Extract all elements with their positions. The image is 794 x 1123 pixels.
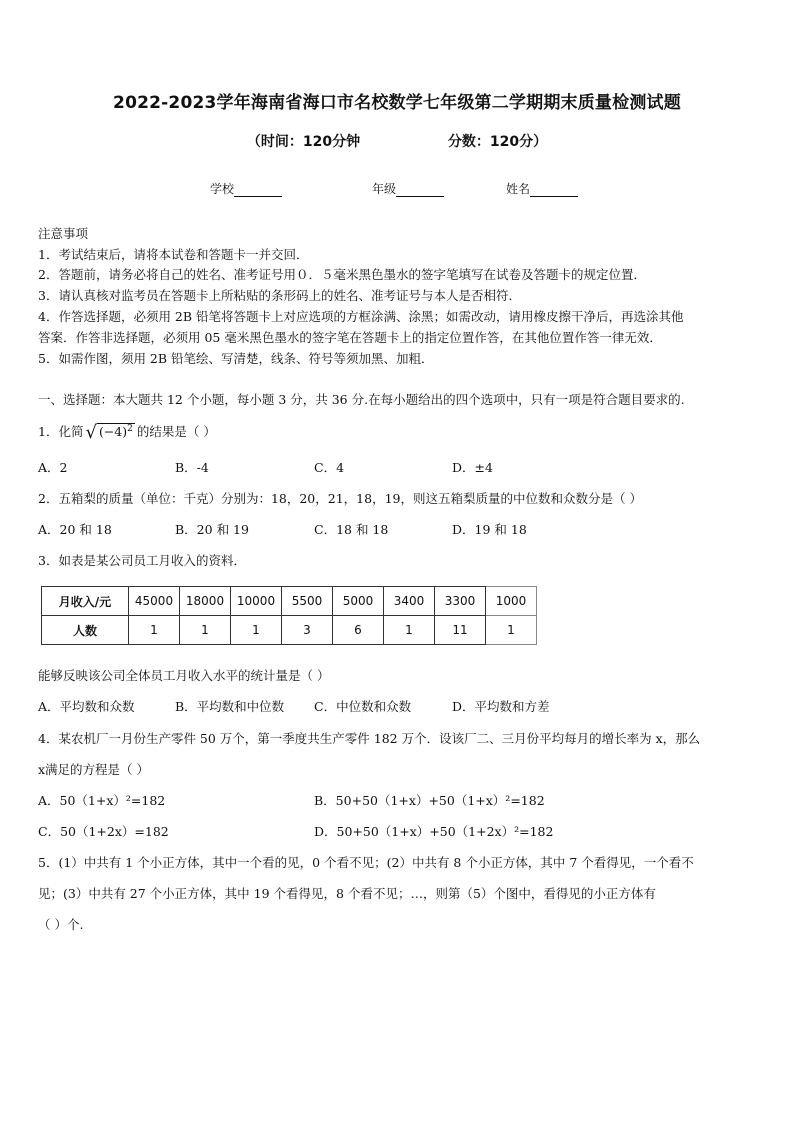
grade-field bbox=[372, 180, 444, 197]
q1-prefix: 1．化简 bbox=[38, 424, 84, 439]
table-header-cell: 人数 bbox=[42, 616, 129, 645]
table-cell: 1 bbox=[231, 616, 282, 645]
table-row bbox=[42, 616, 537, 645]
school-label: 学校 bbox=[210, 182, 235, 196]
question-3-prompt: 能够反映该公司全体员工月收入水平的统计量是（ ） bbox=[38, 668, 330, 683]
name-field bbox=[506, 180, 578, 197]
table-cell: 3300 bbox=[435, 587, 486, 616]
question-4-line1: 4．某农机厂一月份生产零件 50 万个，第一季度共生产零件 182 万个．设该厂二、三月份平均每月的增长率为 x，那么 bbox=[38, 731, 701, 746]
section-heading: 一、选择题：本大题共 12 个小题，每小题 3 分，共 36 分.在每小题给出的四个选项中，只有一项是符合题目要求的. bbox=[38, 392, 685, 407]
table-cell: 1 bbox=[180, 616, 231, 645]
grade-label: 年级 bbox=[372, 182, 397, 196]
question-4-line2: x满足的方程是（ ） bbox=[38, 762, 150, 777]
table-cell: 11 bbox=[435, 616, 486, 645]
q2-option-b: B．20 和 19 bbox=[175, 522, 249, 537]
note-item: 5．如需作图，须用 2B 铅笔绘、写清楚，线条、符号等须加黑、加粗． bbox=[38, 351, 434, 366]
school-field bbox=[210, 180, 282, 197]
table-cell: 1 bbox=[384, 616, 435, 645]
question-2: 2．五箱梨的质量（单位：千克）分别为：18，20，21，18，19，则这五箱梨质量的中位数和众数分是（ ） bbox=[38, 491, 642, 506]
grade-blank bbox=[396, 184, 444, 197]
table-cell: 6 bbox=[333, 616, 384, 645]
table-cell: 18000 bbox=[180, 587, 231, 616]
table-cell: 1000 bbox=[486, 587, 537, 616]
q2-option-c: C．18 和 18 bbox=[314, 522, 389, 537]
radicand-exponent: 2 bbox=[127, 423, 133, 434]
q1-option-a: A．2 bbox=[38, 460, 68, 475]
table-cell: 5500 bbox=[282, 587, 333, 616]
q3-option-a: A．平均数和众数 bbox=[38, 699, 135, 714]
radical-sign-icon: √ bbox=[85, 422, 97, 443]
q2-option-d: D．19 和 18 bbox=[452, 522, 527, 537]
note-item: 2．答题前，请务必将自己的姓名、准考证号用０．５毫米黑色墨水的签字笔填写在试卷及答题卡的规定位置． bbox=[38, 267, 646, 282]
question-5-line1: 5．(1）中共有 1 个小正方体，其中一个看的见，0 个看不见；(2）中共有 8 个小正方体，其中 7 个看得见，一个看不 bbox=[38, 855, 694, 870]
table-cell: 1 bbox=[129, 616, 180, 645]
radicand bbox=[97, 423, 135, 439]
q4-option-a: A．50（1+x）²=182 bbox=[38, 793, 166, 808]
sqrt-expression bbox=[85, 420, 134, 441]
question-1 bbox=[38, 420, 216, 441]
table-row bbox=[42, 587, 537, 616]
question-3: 3．如表是某公司员工月收入的资料． bbox=[38, 553, 246, 568]
note-item: 4．作答选择题，必须用 2B 铅笔将答题卡上对应选项的方框涂满、涂黑；如需改动，请用橡皮擦干净后，再选涂其他 bbox=[38, 309, 684, 324]
name-blank bbox=[530, 184, 578, 197]
q2-option-a: A．20 和 18 bbox=[38, 522, 112, 537]
table-cell: 10000 bbox=[231, 587, 282, 616]
question-5-line3: （ ）个. bbox=[38, 917, 84, 932]
table-cell: 3 bbox=[282, 616, 333, 645]
name-label: 姓名 bbox=[506, 182, 531, 196]
note-item: 3．请认真核对监考员在答题卡上所粘贴的条形码上的姓名、准考证号与本人是否相符． bbox=[38, 288, 521, 303]
q1-option-d: D．±4 bbox=[452, 460, 493, 475]
exam-time-score: （时间：120分钟 分数：120分） bbox=[246, 134, 548, 150]
notes-heading: 注意事项 bbox=[38, 226, 89, 241]
question-5-line2: 见；(3）中共有 27 个小正方体，其中 19 个看得见，8 个看不见；…，则第（5）个图中，看得见的小正方体有 bbox=[38, 886, 656, 901]
note-item: 答案．作答非选择题，必须用 05 毫米黑色墨水的签字笔在答题卡上的指定位置作答，在其他位置作答一律无效． bbox=[38, 330, 662, 345]
income-table bbox=[41, 586, 537, 645]
radicand-base: (−4) bbox=[98, 424, 128, 439]
note-item: 1．考试结束后，请将本试卷和答题卡一并交回． bbox=[38, 247, 309, 262]
q1-suffix: 的结果是（ ） bbox=[136, 424, 216, 439]
q3-option-d: D．平均数和方差 bbox=[452, 699, 550, 714]
table-cell: 1 bbox=[486, 616, 537, 645]
school-blank bbox=[234, 184, 282, 197]
q3-option-b: B．平均数和中位数 bbox=[175, 699, 285, 714]
q4-option-d: D．50+50（1+x）+50（1+2x）²=182 bbox=[314, 824, 554, 839]
table-header-cell: 月收入/元 bbox=[42, 587, 129, 616]
q4-option-c: C．50（1+2x）=182 bbox=[38, 824, 169, 839]
table-cell: 5000 bbox=[333, 587, 384, 616]
table-cell: 45000 bbox=[129, 587, 180, 616]
q4-option-b: B．50+50（1+x）+50（1+x）²=182 bbox=[314, 793, 545, 808]
page-title: 2022-2023学年海南省海口市名校数学七年级第二学期期末质量检测试题 bbox=[113, 93, 681, 113]
q3-option-c: C．中位数和众数 bbox=[314, 699, 412, 714]
q1-option-c: C．4 bbox=[314, 460, 345, 475]
table-cell: 3400 bbox=[384, 587, 435, 616]
q1-option-b: B．-4 bbox=[175, 460, 209, 475]
